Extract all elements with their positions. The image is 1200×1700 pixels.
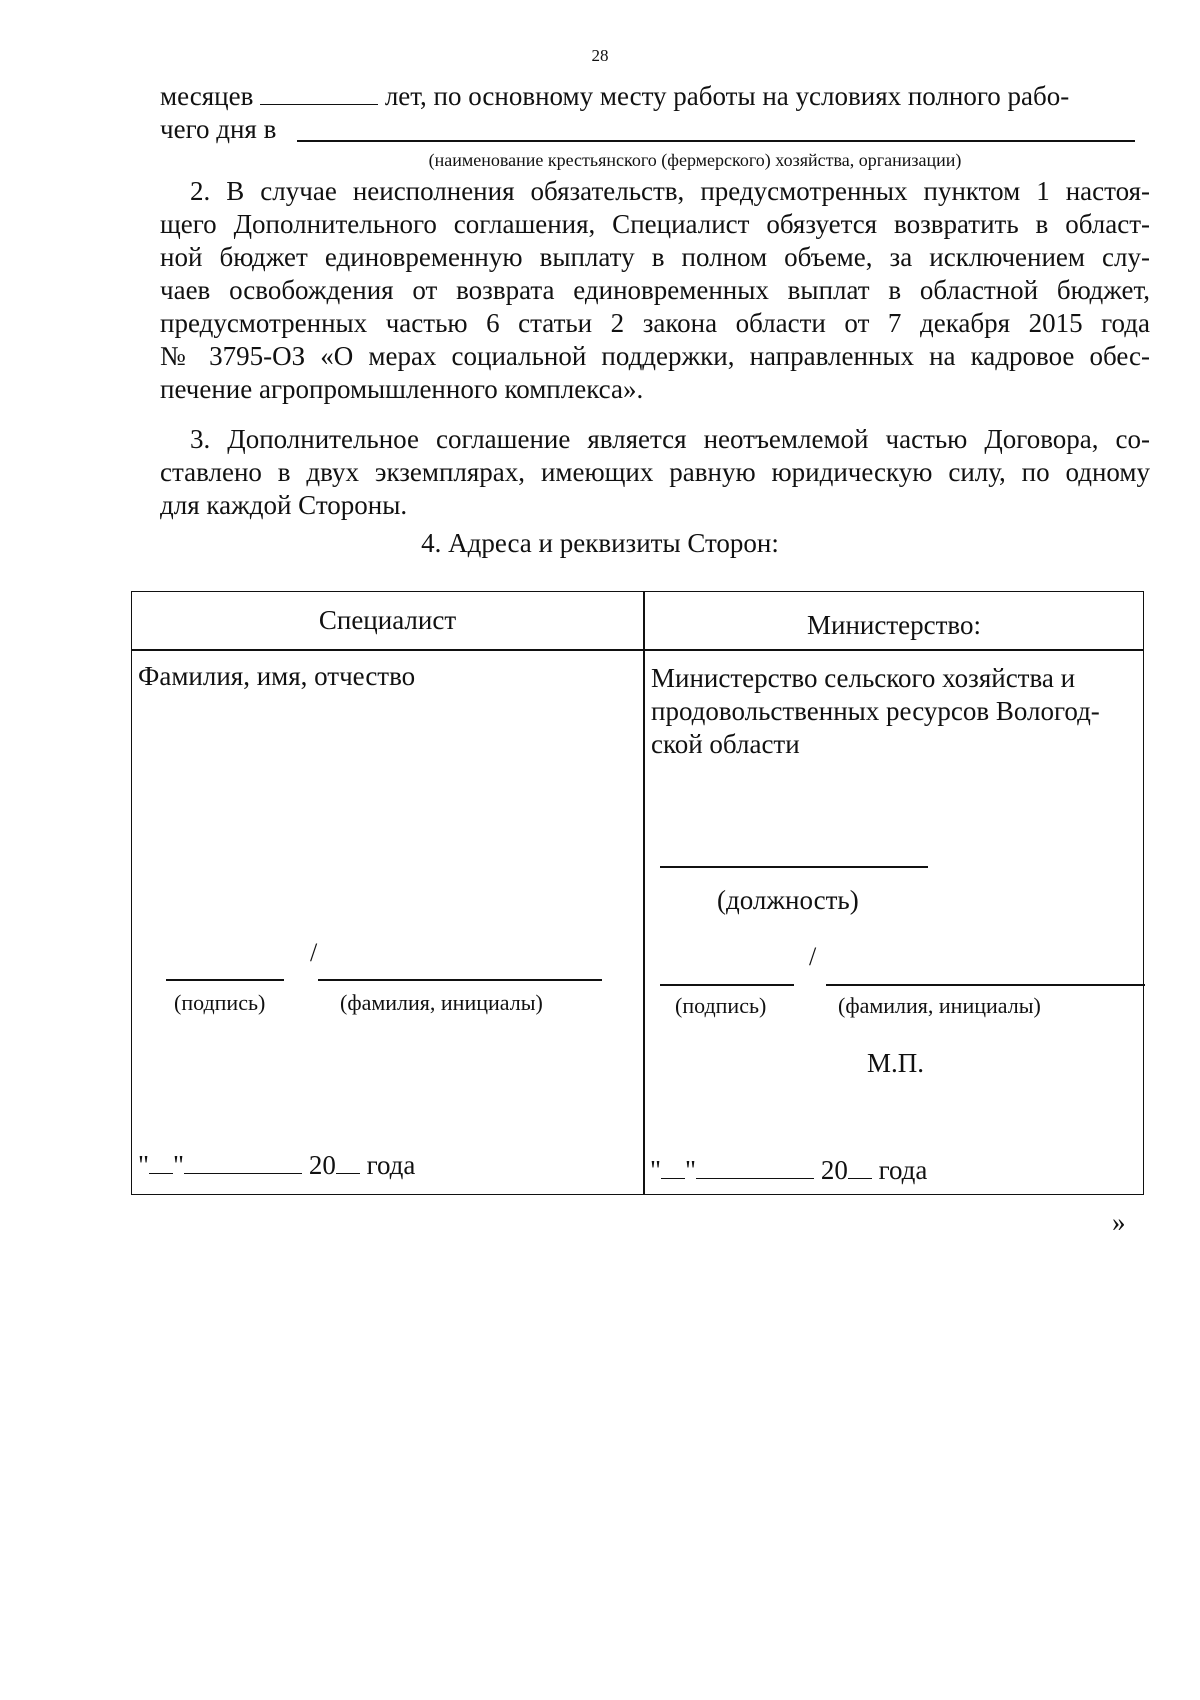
ministry-slash: / — [809, 942, 817, 971]
clause3-line: ставлено в двух экземплярах, имеющих равную юридическую силу, по одному — [160, 457, 1150, 487]
specialist-signature-line — [166, 979, 284, 981]
date-quote-close: " — [173, 1150, 185, 1180]
closing-quote: » — [1112, 1207, 1126, 1237]
intro-line-1 — [160, 80, 1150, 113]
requisites-table — [131, 591, 1144, 1195]
table-header-divider — [132, 649, 1143, 651]
org-name-caption: (наименование крестьянского (фермерского) хозяйства, организации) — [428, 150, 962, 170]
specialist-surname-line — [318, 979, 602, 981]
ministry-org-line: Министерство сельского хозяйства и — [651, 663, 1076, 693]
date-suffix: года — [878, 1155, 928, 1185]
date-quote-open: " — [650, 1155, 662, 1185]
clause2-line: щего Дополнительного соглашения, Специалист обязуется возвратить в област- — [160, 209, 1150, 239]
specialist-slash: / — [310, 938, 318, 967]
month-blank — [696, 1177, 814, 1179]
year-blank — [336, 1172, 360, 1174]
clause3-line: 3. Дополнительное соглашение является неотъемлемой частью Договора, со- — [190, 424, 1150, 454]
clause3-line: для каждой Стороны. — [160, 490, 408, 520]
position-line — [660, 866, 928, 868]
org-name-blank — [297, 140, 1135, 142]
stamp-place: М.П. — [867, 1048, 925, 1078]
ministry-header: Министерство: — [807, 610, 981, 640]
date-quote-close: " — [685, 1155, 697, 1185]
date-quote-open: " — [138, 1150, 150, 1180]
table-column-divider — [643, 592, 645, 1194]
ministry-sign-label: (подпись) — [675, 993, 767, 1018]
day-blank — [661, 1177, 685, 1179]
year-blank — [848, 1177, 872, 1179]
intro-word-months: месяцев — [160, 81, 254, 111]
date-suffix: года — [366, 1150, 416, 1180]
month-blank — [184, 1172, 302, 1174]
clause2-line: предусмотренных частью 6 статьи 2 закона области от 7 декабря 2015 года — [160, 308, 1150, 338]
date-year-prefix: 20 — [820, 1155, 848, 1185]
ministry-org-line: ской области — [651, 729, 800, 759]
clause2-line: чаев освобождения от возврата единовременных выплат в областной бюджет, — [160, 275, 1150, 305]
position-label: (должность) — [717, 885, 859, 915]
years-blank — [260, 103, 378, 105]
specialist-date — [138, 1149, 415, 1182]
ministry-org-line: продовольственных ресурсов Вологод- — [651, 696, 1100, 726]
ministry-date — [650, 1154, 927, 1187]
specialist-name-label: Фамилия, имя, отчество — [138, 661, 416, 691]
specialist-sign-label: (подпись) — [174, 990, 266, 1015]
page-number: 28 — [591, 46, 609, 65]
clause2-line: ной бюджет единовременную выплату в полном объеме, за исключением слу- — [160, 242, 1150, 272]
ministry-surname-line — [826, 984, 1145, 986]
clause2-line: 2. В случае неисполнения обязательств, предусмотренных пунктом 1 настоя- — [190, 176, 1150, 206]
clause4-heading: 4. Адреса и реквизиты Сторон: — [421, 528, 779, 558]
intro-work-place: чего дня в — [160, 114, 277, 144]
ministry-surname-label: (фамилия, инициалы) — [838, 993, 1041, 1018]
specialist-surname-label: (фамилия, инициалы) — [340, 990, 543, 1015]
specialist-header: Специалист — [318, 605, 457, 635]
date-year-prefix: 20 — [308, 1150, 336, 1180]
ministry-signature-line — [660, 984, 794, 986]
intro-line1-rest: лет, по основному месту работы на условиях полного рабо- — [384, 81, 1070, 111]
day-blank — [149, 1172, 173, 1174]
clause2-line: печение агропромышленного комплекса». — [160, 374, 644, 404]
clause2-line: № 3795-ОЗ «О мерах социальной поддержки, направленных на кадровое обес- — [160, 341, 1150, 371]
